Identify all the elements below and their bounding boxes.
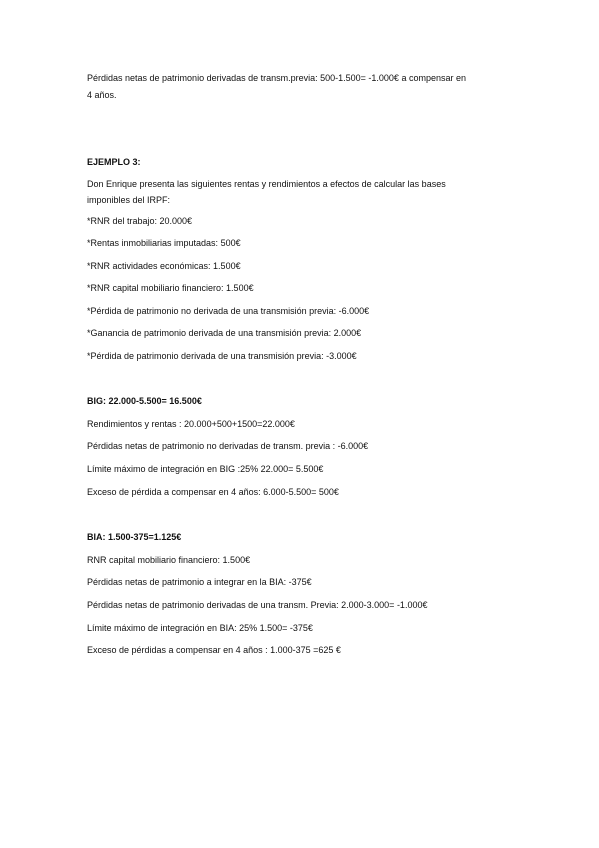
big-line: Límite máximo de integración en BIG :25% 22.000= 5.500€ [87,464,324,474]
bia-line: Pérdidas netas de patrimonio derivadas de una transm. Previa: 2.000-3.000= -1.000€ [87,600,428,610]
example-item: *Rentas inmobiliarias imputadas: 500€ [87,238,241,248]
big-heading: BIG: 22.000-5.500= 16.500€ [87,396,202,406]
example-item: *RNR actividades económicas: 1.500€ [87,261,241,271]
big-line: Exceso de pérdida a compensar en 4 años: 6.000-5.500= 500€ [87,487,339,497]
example-item: *Pérdida de patrimonio derivada de una transmisión previa: -3.000€ [87,351,357,361]
example-item: *RNR del trabajo: 20.000€ [87,216,193,226]
example-item: *Pérdida de patrimonio no derivada de una transmisión previa: -6.000€ [87,306,370,316]
example-statement-line-2: imponibles del IRPF: [87,195,171,205]
bia-line: Pérdidas netas de patrimonio a integrar en la BIA: -375€ [87,577,312,587]
example-title: EJEMPLO 3: [87,157,141,167]
example-statement-line-1: Don Enrique presenta las siguientes rentas y rendimientos a efectos de calcular las bases [87,179,446,189]
big-line: Rendimientos y rentas : 20.000+500+1500=22.000€ [87,419,295,429]
intro-line-2: 4 años. [87,90,117,100]
example-item: *Ganancia de patrimonio derivada de una transmisión previa: 2.000€ [87,328,362,338]
bia-line: Exceso de pérdidas a compensar en 4 años : 1.000-375 =625 € [87,645,341,655]
example-item: *RNR capital mobiliario financiero: 1.500€ [87,283,254,293]
big-line: Pérdidas netas de patrimonio no derivadas de transm. previa : -6.000€ [87,441,369,451]
bia-heading: BIA: 1.500-375=1.125€ [87,532,182,542]
bia-line: RNR capital mobiliario financiero: 1.500€ [87,555,251,565]
intro-line-1: Pérdidas netas de patrimonio derivadas de transm.previa: 500-1.500= -1.000€ a compensar en [87,73,466,83]
bia-line: Límite máximo de integración en BIA: 25% 1.500= -375€ [87,623,313,633]
